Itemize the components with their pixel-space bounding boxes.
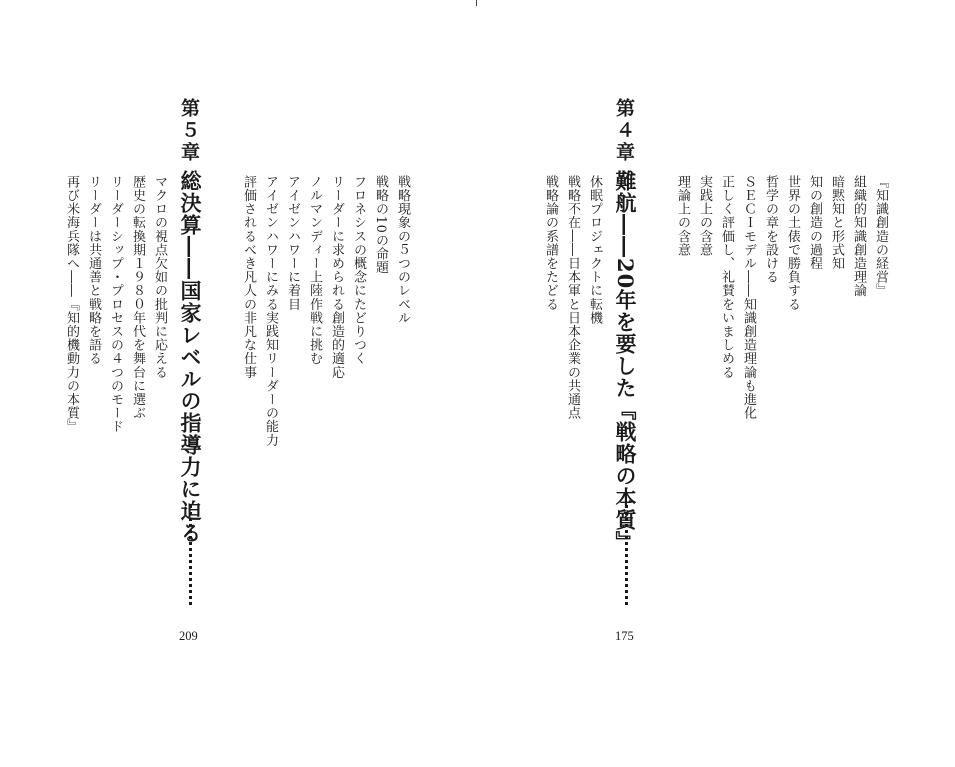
chapter-5-section: アイゼンハワーに着目 [285,175,300,311]
chapter-4-section: 戦略不在――日本軍と日本企業の共通点 [565,175,580,420]
chapter-5-section: 戦略の10の命題 [373,175,388,275]
chapter-4-section: 知の創造の過程 [807,175,822,271]
chapter-4-leader-dots [625,505,628,605]
chapter-5-section: 戦略現象の５つのレベル [395,175,410,325]
chapter-4-title: 難航――20年を要した『戦略の本質』 [613,170,638,554]
chapter-4-section: 暗黙知と形式知 [829,175,844,271]
chapter-4-section: 世界の土俵で勝負する [785,175,800,311]
chapter-4-section: 正しく評価し、礼賛をいましめる [719,175,734,379]
chapter-4-label: 第４章 [613,98,635,164]
chapter-4-section: 休眠プロジェクトに転機 [587,175,602,325]
chapter-4-section: 実践上の含意 [697,175,712,257]
chapter-5-section: マクロの視点欠如の批判に応える [152,175,167,379]
chapter-5-section: 評価されるべき凡人の非凡な仕事 [241,175,256,379]
chapter-5-section: フロネシスの概念にたどりつく [351,175,366,366]
chapter-5-section: リーダーは共通善と戦略を語る [86,175,101,366]
chapter-5-title: 総決算――国家レベルの指導力に迫る [178,170,203,544]
page-center-mark [476,0,477,6]
chapter-4-section: ＳＥＣＩモデル――知識創造理論も進化 [741,175,756,420]
chapter-4-page-number: 175 [615,629,634,643]
chapter-4-section: 戦略論の系譜をたどる [543,175,558,311]
chapter-5-section: リーダーシップ・プロセスの４つのモード [108,175,123,434]
chapter-5-section: アイゼンハワーにみる実践知リーダーの能力 [263,175,278,447]
chapter-5-section: リーダーに求められる創造的適応 [329,175,344,379]
chapter-4-section: 『知識創造の経営』 [873,175,888,298]
chapter-4-section: 組織的知識創造理論 [851,175,866,298]
chapter-5-page-number: 209 [179,629,198,643]
chapter-5-section: ノルマンディー上陸作戦に挑む [307,175,322,366]
chapter-5-label: 第５章 [178,98,200,164]
chapter-5-section: 歴史の転換期１９８０年代を舞台に選ぶ [130,175,145,420]
chapter-5-section: 再び米海兵隊へ――『知的機動力の本質』 [64,175,79,434]
chapter-5-leader-dots [189,505,192,605]
chapter-4-section: 哲学の章を設ける [763,175,778,284]
chapter-4-section: 理論上の含意 [675,175,690,257]
